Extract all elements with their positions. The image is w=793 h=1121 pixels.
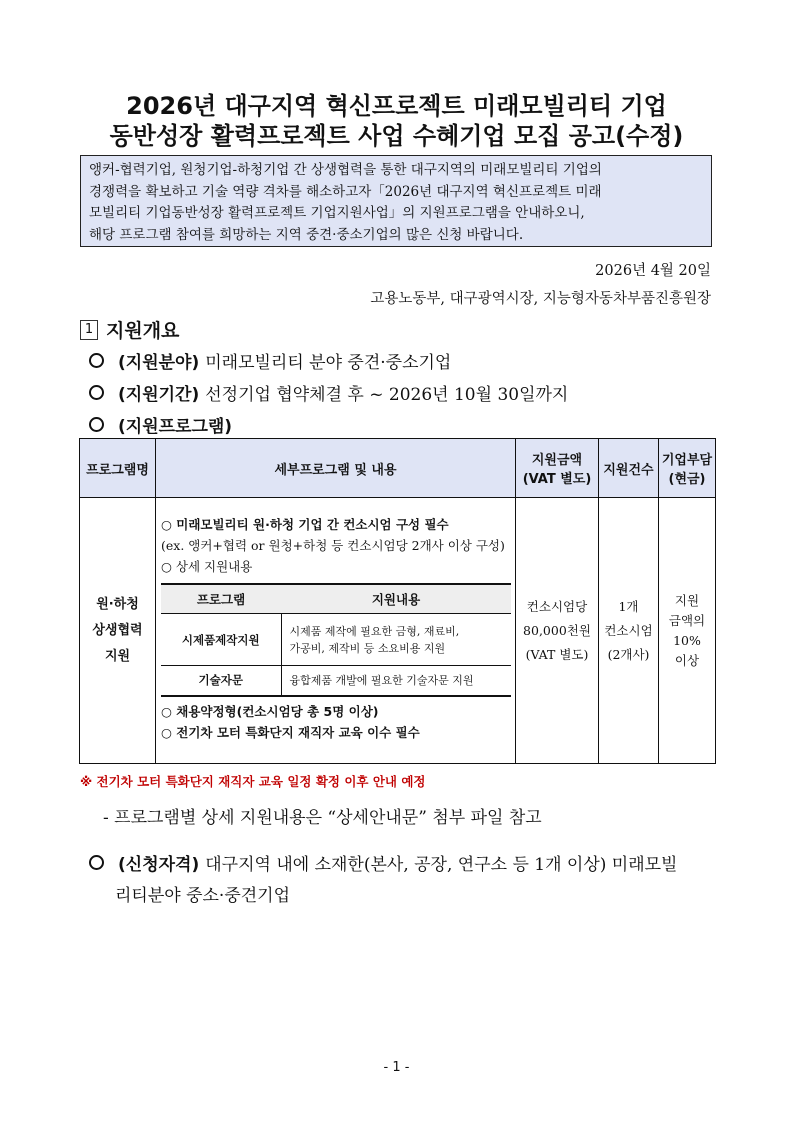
intro-line: 모빌리티 기업동반성장 활력프로젝트 기업지원사업」의 지원프로그램을 안내하오니, <box>89 205 585 221</box>
inner-program: 시제품제작지원 <box>161 614 281 666</box>
inner-row <box>161 614 511 666</box>
header-amount-line2: (VAT 별도) <box>522 472 592 487</box>
bullet-support-program <box>89 412 238 437</box>
bullet-eligibility <box>89 850 677 875</box>
inner-content <box>281 614 511 666</box>
count-line: 1개 <box>618 598 639 614</box>
section-heading <box>80 316 179 343</box>
header-burden-line2: (현금) <box>668 472 706 487</box>
program-name-cell <box>80 498 156 764</box>
amount-cell <box>516 498 599 764</box>
circle-bullet-icon <box>89 385 104 400</box>
intro-box <box>80 155 712 247</box>
header-burden-line1: 기업부담 <box>661 453 713 468</box>
bullet-value: 대구지역 내에 소재한(본사, 공장, 연구소 등 1개 이상) 미래모빌 <box>205 855 678 875</box>
inner-content-line: 가공비, 제작비 등 소요비용 지원 <box>289 641 446 655</box>
header-amount-line1: 지원금액 <box>531 453 583 468</box>
inner-content <box>281 666 511 696</box>
detail-line: (ex. 앵커+협력 or 원청+하청 등 컨소시엄당 2개사 이상 구성) <box>161 538 505 553</box>
burden-cell <box>659 498 716 764</box>
count-line: (2개사) <box>607 646 650 662</box>
bullet-label: (지원프로그램) <box>118 417 233 437</box>
inner-content-line: 융합제품 개발에 필요한 기술자문 지원 <box>289 673 474 687</box>
program-name-line: 지원 <box>104 648 131 664</box>
detail-cell <box>156 498 516 764</box>
bullet-support-field <box>89 348 451 373</box>
section-number: 1 <box>80 320 98 340</box>
inner-header-program: 프로그램 <box>161 584 281 614</box>
amount-line: 컨소시엄당 <box>526 598 588 614</box>
intro-line: 해당 프로그램 참여를 희망하는 지역 중견·중소기업의 많은 신청 바랍니다. <box>89 226 524 243</box>
detail-line: ○ 미래모빌리티 원·하청 기업 간 컨소시엄 구성 필수 <box>161 517 449 532</box>
header-burden <box>659 439 716 498</box>
count-cell <box>599 498 659 764</box>
bullet-label: (지원분야) <box>118 353 200 373</box>
inner-program: 기술자문 <box>161 666 281 696</box>
bullet-support-period <box>89 380 568 405</box>
intro-line: 경쟁력을 확보하고 기술 역량 격차를 해소하고자「2026년 대구지역 혁신프로젝트 미래 <box>89 183 602 200</box>
header-detail: 세부프로그램 및 내용 <box>156 439 516 498</box>
amount-line: (VAT 별도) <box>525 646 589 662</box>
eligibility-continuation: 리티분야 중소·중견기업 <box>115 886 291 906</box>
section-title: 지원개요 <box>106 320 180 342</box>
burden-line: 10% <box>673 632 701 648</box>
bullet-value: 미래모빌리티 분야 중견·중소기업 <box>205 353 452 373</box>
document-title-line2: 동반성장 활력프로젝트 사업 수혜기업 모집 공고(수정) <box>109 122 684 150</box>
issuer: 고용노동부, 대구광역시장, 지능형자동차부품진흥원장 <box>370 291 711 307</box>
bullet-value: 선정기업 협약체결 후 ~ 2026년 10월 30일까지 <box>205 385 569 405</box>
header-program-name: 프로그램명 <box>80 439 156 498</box>
circle-bullet-icon <box>89 417 104 432</box>
program-table <box>79 438 716 764</box>
inner-header-row <box>161 584 511 614</box>
intro-line: 앵커-협력기업, 원청기업-하청기업 간 상생협력을 통한 대구지역의 미래모빌리티 기업의 <box>89 162 602 178</box>
inner-content-line: 시제품 제작에 필요한 금형, 재료비, <box>289 624 460 638</box>
burden-line: 금액의 <box>668 612 706 628</box>
detail-line: ○ 전기차 모터 특화단지 재직자 교육 이수 필수 <box>161 724 420 740</box>
circle-bullet-icon <box>89 855 104 870</box>
count-line: 컨소시엄 <box>604 622 653 638</box>
header-amount <box>516 439 599 498</box>
page-number: - 1 - <box>383 1060 410 1075</box>
inner-support-table <box>161 583 511 697</box>
detail-line: ○ 상세 지원내용 <box>161 559 253 574</box>
announcement-date: 2026년 4월 20일 <box>595 263 711 279</box>
circle-bullet-icon <box>89 353 104 368</box>
document-title-line1: 2026년 대구지역 혁신프로젝트 미래모빌리티 기업 <box>126 92 667 120</box>
bullet-label: (지원기간) <box>118 385 200 405</box>
table-row <box>80 498 716 764</box>
inner-header-content: 지원내용 <box>281 584 511 614</box>
program-name-line: 원·하청 <box>96 596 139 612</box>
header-count: 지원건수 <box>599 439 659 498</box>
detail-line: ○ 채용약정형(컨소시엄당 총 5명 이상) <box>161 703 379 719</box>
detail-reference-note: - 프로그램별 상세 지원내용은 “상세안내문” 첨부 파일 참고 <box>103 808 542 828</box>
amount-line: 80,000천원 <box>523 622 591 638</box>
program-name-line: 상생협력 <box>92 622 143 638</box>
inner-row <box>161 666 511 696</box>
burden-line: 지원 <box>674 592 700 608</box>
table-header-row <box>80 439 716 498</box>
bullet-label: (신청자격) <box>118 855 200 875</box>
burden-line: 이상 <box>674 652 700 668</box>
schedule-note: ※ 전기차 모터 특화단지 재직자 교육 일정 확정 이후 안내 예정 <box>80 774 426 789</box>
